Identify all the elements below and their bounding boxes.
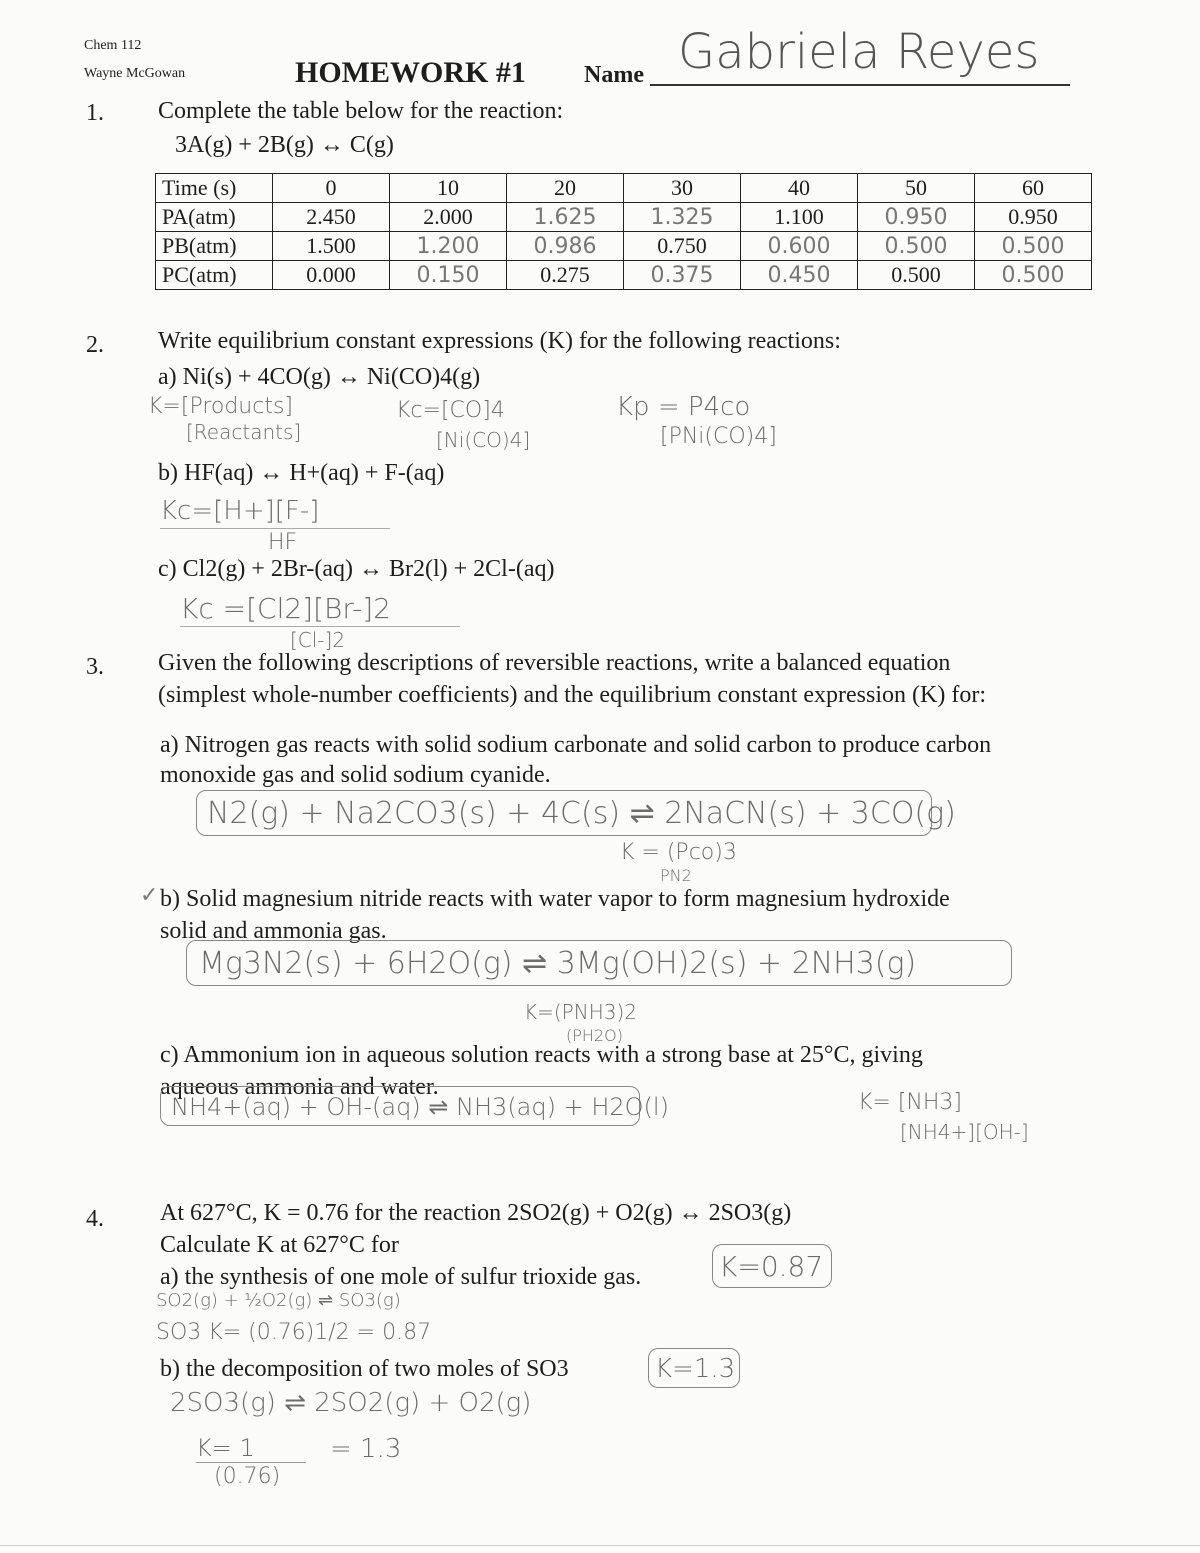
q4-a-work-calc: SO3 K= (0.76)1/2 = 0.87 bbox=[156, 1320, 432, 1345]
student-name: Gabriela Reyes bbox=[678, 24, 1040, 80]
table-cell-handwritten: 0.150 bbox=[390, 261, 507, 290]
q3-a-k-num: K = (Pco)3 bbox=[620, 840, 737, 865]
q4-b: b) the decomposition of two moles of SO3 bbox=[160, 1356, 569, 1382]
table-header-cell: 20 bbox=[507, 174, 624, 203]
table-header-cell: 0 bbox=[273, 174, 390, 203]
q4-b-work-den: (0.76) bbox=[214, 1464, 281, 1489]
table-cell-handwritten: 0.986 bbox=[507, 232, 624, 261]
row-label: PC(atm) bbox=[156, 261, 273, 290]
q3-b-k-den: (PH2O) bbox=[566, 1026, 623, 1045]
table-cell-handwritten: 0.450 bbox=[741, 261, 858, 290]
q2-number: 2. bbox=[86, 332, 104, 358]
table-cell-handwritten: 0.500 bbox=[975, 232, 1092, 261]
name-underline bbox=[650, 80, 1070, 86]
q2-a-kc-den: [Ni(CO)4] bbox=[436, 428, 531, 452]
q2-a-kp-num: Kp = P4co bbox=[616, 392, 751, 422]
table-row bbox=[156, 261, 1092, 290]
q3-b-line2: solid and ammonia gas. bbox=[160, 918, 387, 944]
q4-sub: Calculate K at 627°C for bbox=[160, 1232, 399, 1258]
page-title: HOMEWORK #1 bbox=[295, 56, 526, 89]
table-header-cell: 30 bbox=[624, 174, 741, 203]
table-cell-handwritten: 0.500 bbox=[858, 232, 975, 261]
q2-c-k-num: Kc =[Cl2][Br-]2 bbox=[180, 592, 391, 625]
table-header-row bbox=[156, 174, 1092, 203]
table-cell: 0.275 bbox=[507, 261, 624, 290]
checkmark-icon: ✓ bbox=[140, 882, 159, 907]
q1-reaction: 3A(g) + 2B(g) ↔ C(g) bbox=[175, 132, 394, 158]
table-header-cell: 10 bbox=[390, 174, 507, 203]
table-cell: 2.450 bbox=[273, 203, 390, 232]
q4-a-work-equation: SO2(g) + ½O2(g) ⇌ SO3(g) bbox=[156, 1290, 401, 1311]
page-bottom-edge bbox=[0, 1545, 1200, 1546]
q3-number: 3. bbox=[86, 654, 104, 680]
table-row bbox=[156, 232, 1092, 261]
q2-a-kp-den: [PNi(CO)4] bbox=[660, 424, 777, 449]
q2-a-general-k-num: K=[Products] bbox=[148, 394, 294, 419]
q2-c-reaction: c) Cl2(g) + 2Br-(aq) ↔ Br2(l) + 2Cl-(aq) bbox=[158, 556, 555, 582]
q3-a-k-den: PN2 bbox=[660, 866, 692, 885]
q4-number: 4. bbox=[86, 1206, 104, 1232]
table-cell-handwritten: 1.325 bbox=[624, 203, 741, 232]
q3-prompt-line1: Given the following descriptions of reversible reactions, write a balanced equation bbox=[158, 650, 951, 676]
q3-a-line1: a) Nitrogen gas reacts with solid sodium carbonate and solid carbon to produce carbon bbox=[160, 732, 992, 758]
q1-prompt: Complete the table below for the reaction: bbox=[158, 98, 564, 124]
row-label: PB(atm) bbox=[156, 232, 273, 261]
q2-prompt: Write equilibrium constant expressions (K) for the following reactions: bbox=[158, 328, 841, 354]
q4-b-answer: K=1.3 bbox=[648, 1348, 740, 1388]
table-cell-handwritten: 1.625 bbox=[507, 203, 624, 232]
q3-c-equation: NH4+(aq) + OH-(aq) ⇌ NH3(aq) + H2O(l) bbox=[160, 1086, 640, 1126]
table-cell: 1.100 bbox=[741, 203, 858, 232]
q2-b-reaction: b) HF(aq) ↔ H+(aq) + F-(aq) bbox=[158, 460, 445, 486]
fraction-bar bbox=[196, 1462, 306, 1463]
q3-c-k-den: [NH4+][OH-] bbox=[900, 1120, 1029, 1144]
q4-a-answer: K=0.87 bbox=[712, 1244, 832, 1288]
table-cell: 0.950 bbox=[975, 203, 1092, 232]
q2-c-k-den: [Cl-]2 bbox=[290, 628, 346, 652]
table-header-cell: 50 bbox=[858, 174, 975, 203]
q1-number: 1. bbox=[86, 100, 104, 126]
table-cell: 2.000 bbox=[390, 203, 507, 232]
table-cell-handwritten: 0.375 bbox=[624, 261, 741, 290]
table-cell: 0.000 bbox=[273, 261, 390, 290]
q3-prompt-line2: (simplest whole-number coefficients) and the equilibrium constant expression (K) for: bbox=[158, 682, 986, 708]
q3-b-equation: Mg3N2(s) + 6H2O(g) ⇌ 3Mg(OH)2(s) + 2NH3(g) bbox=[186, 940, 1012, 986]
q2-a-general-k-den: [Reactants] bbox=[186, 420, 302, 444]
table-cell: 0.750 bbox=[624, 232, 741, 261]
q3-b-line1: b) Solid magnesium nitride reacts with water vapor to form magnesium hydroxide bbox=[160, 886, 950, 912]
instructor-label: Wayne McGowan bbox=[84, 66, 186, 81]
q2-b-k-num: Kc=[H+][F-] bbox=[160, 496, 320, 526]
q3-b-k-num: K=(PNH3)2 bbox=[524, 1000, 637, 1024]
q2-a-reaction: a) Ni(s) + 4CO(g) ↔ Ni(CO)4(g) bbox=[158, 364, 481, 390]
q3-c-k-num: K= [NH3] bbox=[858, 1090, 963, 1115]
fraction-bar bbox=[180, 626, 460, 627]
q4-b-work-equation: 2SO3(g) ⇌ 2SO2(g) + O2(g) bbox=[170, 1388, 532, 1418]
q3-a-line2: monoxide gas and solid sodium cyanide. bbox=[160, 762, 551, 788]
q4-b-work-result: = 1.3 bbox=[330, 1434, 402, 1464]
table-header-cell: 60 bbox=[975, 174, 1092, 203]
table-cell: 1.500 bbox=[273, 232, 390, 261]
q1-pressure-table bbox=[155, 173, 1092, 290]
name-label: Name bbox=[584, 62, 644, 88]
table-cell-handwritten: 0.500 bbox=[975, 261, 1092, 290]
q2-b-k-den: HF bbox=[268, 530, 298, 555]
fraction-bar bbox=[160, 528, 390, 529]
row-label: PA(atm) bbox=[156, 203, 273, 232]
table-row bbox=[156, 203, 1092, 232]
q3-c-line1: c) Ammonium ion in aqueous solution reacts with a strong base at 25°C, giving bbox=[160, 1042, 923, 1068]
table-cell-handwritten: 1.200 bbox=[390, 232, 507, 261]
table-cell: 0.500 bbox=[858, 261, 975, 290]
table-header-cell: 40 bbox=[741, 174, 858, 203]
table-cell-handwritten: 0.950 bbox=[858, 203, 975, 232]
q3-a-equation: N2(g) + Na2CO3(s) + 4C(s) ⇌ 2NaCN(s) + 3CO(g) bbox=[196, 790, 932, 836]
table-header-cell: Time (s) bbox=[156, 174, 273, 203]
q4-prompt: At 627°C, K = 0.76 for the reaction 2SO2(g) + O2(g) ↔ 2SO3(g) bbox=[160, 1200, 792, 1226]
q4-a: a) the synthesis of one mole of sulfur trioxide gas. bbox=[160, 1264, 642, 1290]
q2-a-kc-num: Kc=[CO]4 bbox=[396, 398, 505, 423]
course-label: Chem 112 bbox=[84, 38, 142, 53]
q3-c-line2: aqueous ammonia and water. bbox=[160, 1074, 439, 1100]
table-cell-handwritten: 0.600 bbox=[741, 232, 858, 261]
q4-b-work-num: K= 1 bbox=[196, 1434, 255, 1462]
